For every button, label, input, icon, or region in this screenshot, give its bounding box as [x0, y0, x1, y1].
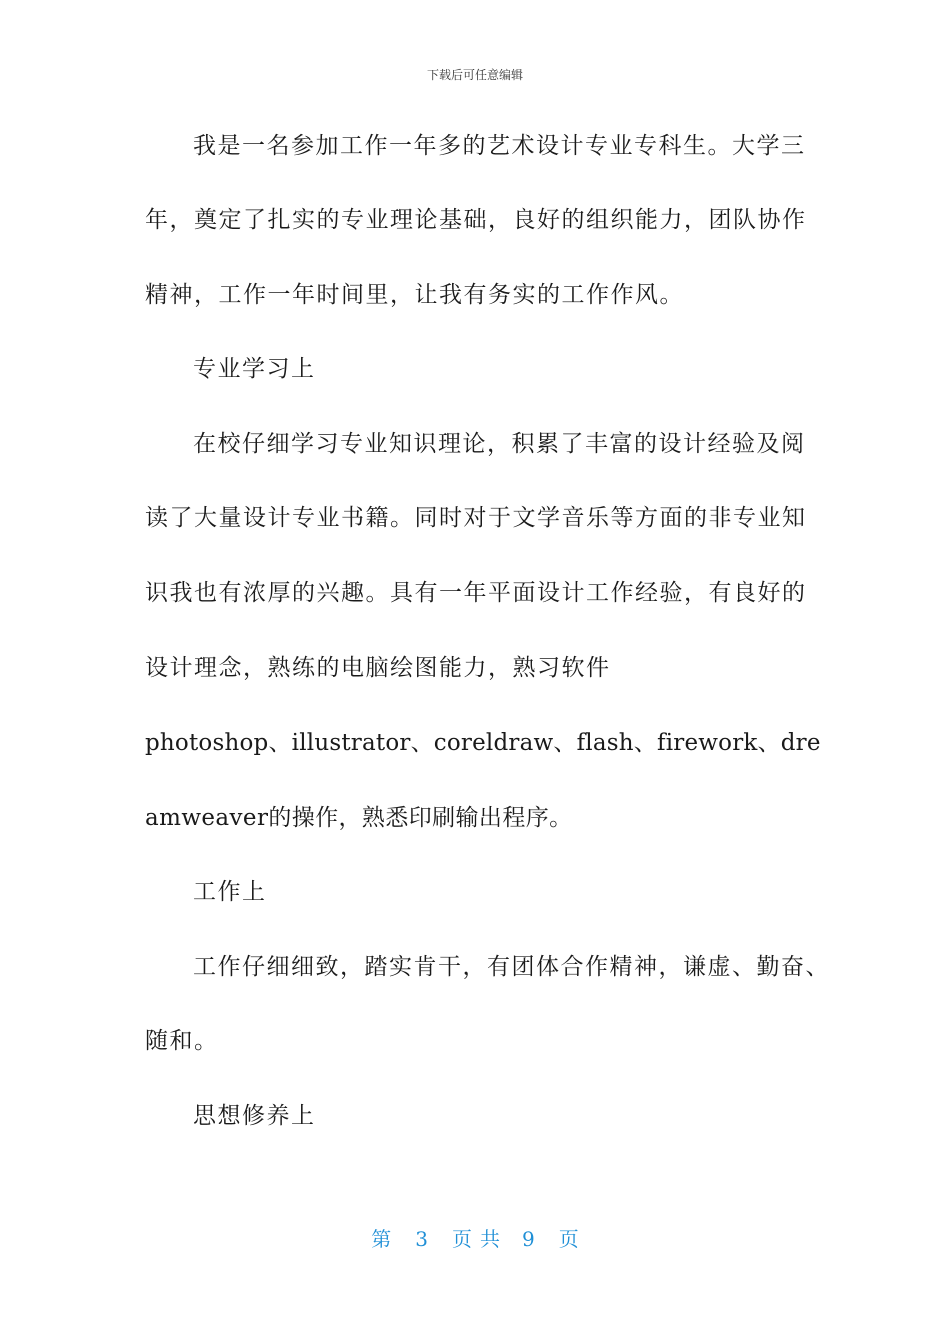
- paragraph-line: 年，奠定了扎实的专业理论基础，良好的组织能力，团队协作: [145, 207, 807, 233]
- section-heading: 思想修养上: [193, 1103, 316, 1129]
- section-heading: 专业学习上: [193, 356, 316, 382]
- paragraph-line: 在校仔细学习专业知识理论，积累了丰富的设计经验及阅: [193, 431, 806, 457]
- paragraph-line: 识我也有浓厚的兴趣。具有一年平面设计工作经验，有良好的: [145, 580, 807, 606]
- footer-suffix: 页: [558, 1227, 579, 1251]
- footer-page-number: 3: [415, 1227, 428, 1251]
- paragraph-line: 设计理念，熟练的电脑绘图能力，熟习软件: [145, 655, 611, 681]
- paragraph-line: amweaver的操作，熟悉印刷输出程序。: [145, 805, 573, 831]
- section-heading: 工作上: [193, 879, 267, 905]
- page-footer: [0, 1226, 950, 1252]
- paragraph-line: 工作仔细细致，踏实肯干，有团体合作精神，谦虚、勤奋、: [193, 954, 830, 980]
- paragraph-line: 读了大量设计专业书籍。同时对于文学音乐等方面的非专业知: [145, 505, 807, 531]
- footer-prefix: 第: [371, 1227, 392, 1251]
- footer-middle: 页共: [452, 1227, 508, 1251]
- paragraph-line: 精神，工作一年时间里，让我有务实的工作作风。: [145, 282, 684, 308]
- paragraph-line: 随和。: [145, 1028, 219, 1054]
- paragraph-line: photoshop、illustrator、coreldraw、flash、firework、dre: [145, 730, 821, 756]
- header-note: 下载后可任意编辑: [426, 68, 523, 82]
- footer-total-pages: 9: [522, 1227, 535, 1251]
- paragraph-line: 我是一名参加工作一年多的艺术设计专业专科生。大学三: [193, 133, 806, 159]
